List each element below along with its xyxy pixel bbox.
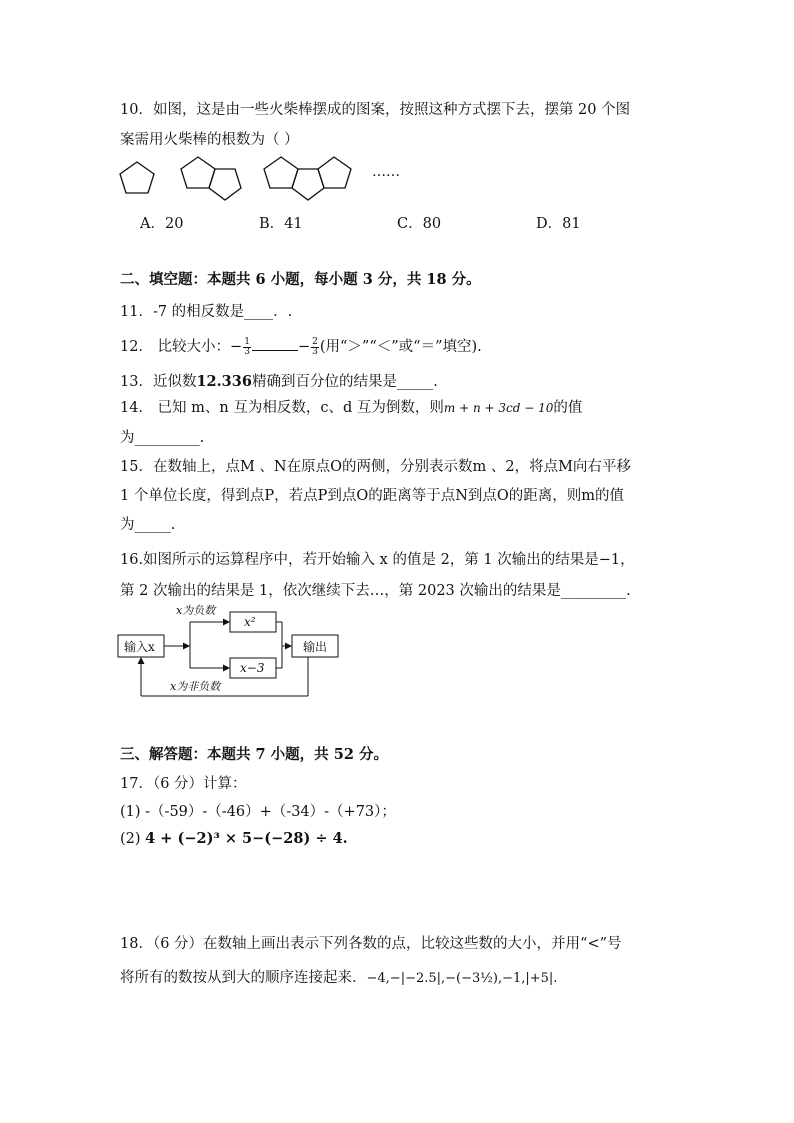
minus3-label: x−3 (240, 661, 265, 675)
q12 (120, 335, 482, 357)
q18-line2: 将所有的数按从到大的顺序连接起来．−4,−|−2.5|,−(−3½),−1,|+5|. (120, 970, 558, 986)
q12-mid: − (297, 339, 311, 355)
section2-heading: 二、填空题：本题共 6 小题，每小题 3 分，共 18 分。 (120, 271, 481, 288)
fraction-one-third: $\frac{1}{3}$ (244, 336, 250, 357)
pentagon-figure-3c (318, 157, 351, 188)
negative-label: x为负数 (176, 604, 216, 617)
section3-heading: 三、解答题：本题共 7 小题，共 52 分。 (120, 746, 388, 763)
q14-line1: 14． 已知 m、n 互为相反数，c、d 互为倒数，则m + n + 3cd − 10的值 (120, 400, 583, 416)
q14-expression: m + n + 3cd − 10 (443, 401, 554, 415)
q13: 13．近似数12.336精确到百分位的结果是_____. (120, 373, 438, 390)
output-label: 输出 (303, 640, 328, 654)
matchstick-figures (115, 150, 435, 202)
q16-line2: 第 2 次输出的结果是 1，依次继续下去…，第 2023 次输出的结果是_________. (120, 583, 631, 599)
option-d: D．81 (536, 216, 581, 232)
square-label: x² (244, 615, 256, 629)
q17-part1: (1) -（-59）-（-46）+（-34）-（+73）； (120, 804, 396, 820)
q17-part2: (2) 4 + (−2)³ × 5−(−28) ÷ 4. (120, 830, 348, 847)
q11: 11．-7 的相反数是____．. (120, 304, 293, 320)
option-b: B．41 (259, 216, 303, 232)
input-label: 输入x (124, 640, 155, 654)
option-a: A．20 (140, 216, 184, 232)
q16-line1: 16.如图所示的运算程序中，若开始输入 x 的值是 2，第 1 次输出的结果是−1， (120, 552, 635, 568)
q10-line2: 案需用火柴棒的根数为（ ） (120, 132, 299, 148)
q18-line1: 18．（6 分）在数轴上画出表示下列各数的点，比较这些数的大小，并用“<”号 (120, 936, 622, 952)
q12-blank (252, 338, 298, 351)
q15-line1: 15．在数轴上，点M 、N在原点O的两侧，分别表示数m 、2，将点M向右平移 (120, 459, 631, 475)
flowchart (112, 600, 352, 700)
q15-line3: 为_____. (120, 517, 176, 533)
q17-expression: 4 + (−2)³ × 5−(−28) ÷ 4. (145, 830, 348, 847)
q13-number: 12.336 (196, 373, 252, 390)
q17-title: 17．（6 分）计算： (120, 776, 247, 792)
option-c: C．80 (397, 216, 442, 232)
ellipsis: …… (372, 164, 400, 180)
pentagon-figure-1 (120, 162, 154, 193)
q15-line2: 1 个单位长度，得到点P，若点P到点O的距离等于点N到点O的距离，则m的值 (120, 488, 625, 504)
q12-prefix: 12． 比较大小：− (120, 339, 243, 355)
q12-suffix: (用“＞”“＜”或“＝”填空). (319, 339, 482, 355)
q10-line1: 10．如图，这是由一些火柴棒摆成的图案，按照这种方式摆下去，摆第 20 个图 (120, 102, 631, 118)
q18-numbers: −4,−|−2.5|,−(−3½),−1,|+5|. (366, 971, 558, 986)
nonneg-label: x为非负数 (170, 680, 221, 693)
q14-line2: 为_________. (120, 430, 205, 446)
pentagon-figure-2b (209, 169, 241, 200)
fraction-two-thirds: $\frac{2}{3}$ (312, 336, 318, 357)
